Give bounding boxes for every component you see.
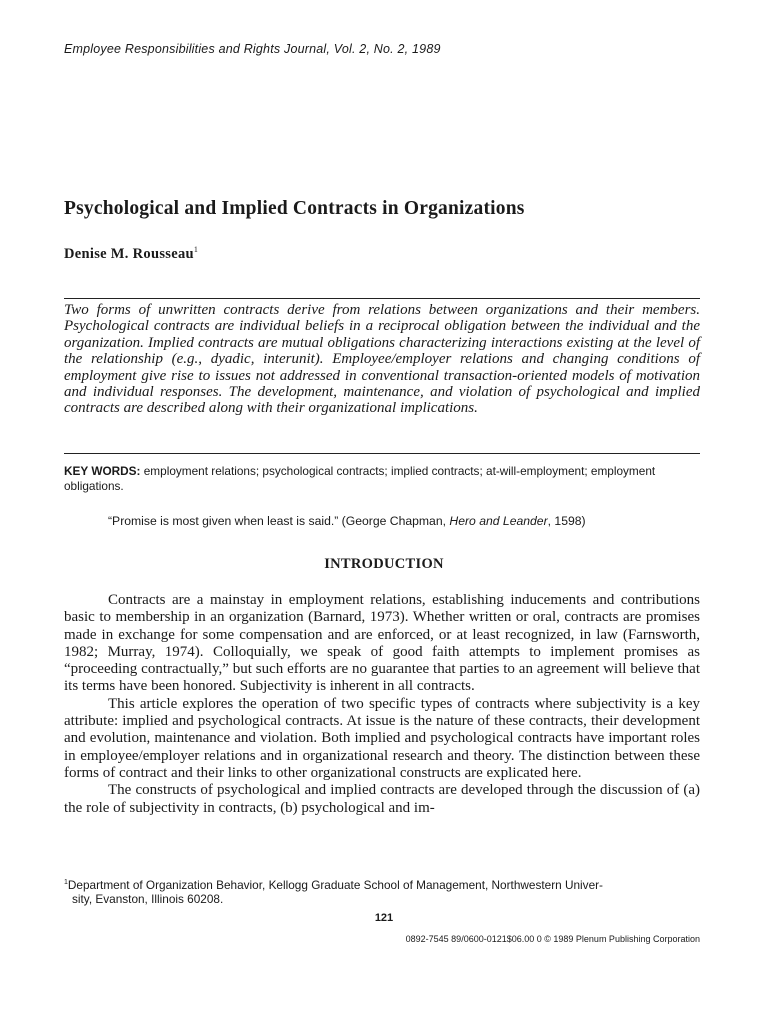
epigraph [108, 514, 728, 528]
footnote-text-1: Department of Organization Behavior, Kellogg Graduate School of Management, Northwestern Univer- [67, 877, 603, 892]
epigraph-work: Hero and Leander [449, 514, 548, 528]
abstract-top-rule [64, 298, 700, 299]
section-heading: INTRODUCTION [324, 556, 444, 572]
author-name: Denise M. Rousseau [64, 245, 194, 262]
copyright-line: 0892-7545 89/0600-0121$06.00 0 © 1989 Plenum Publishing Corporation [405, 934, 700, 944]
journal-header: Employee Responsibilities and Rights Journal, Vol. 2, No. 2, 1989 [64, 42, 441, 56]
body-paragraph: This article explores the operation of two specific types of contracts where subjectivity is a key attribute: implied and psychological contracts. At issue is the nature of these contracts, their development and evolution, maintenance and violation. Both implied and psychological contracts have important roles in employee/employer relations and in organizational research and theory. The distinction between these forms of contract and their links to other organizational constructs are explicated here. [64, 695, 700, 781]
epigraph-year: , 1598) [547, 514, 586, 528]
footnote-line [64, 876, 704, 892]
author-footnote-marker: 1 [193, 245, 199, 254]
body-paragraph: The constructs of psychological and implied contracts are developed through the discussion of (a) the role of subjectivity in contracts, (b) psychological and im- [64, 782, 700, 816]
epigraph-quote: “Promise is most given when least is said.” (George Chapman, [108, 514, 450, 528]
footnote-marker: 1 [64, 879, 68, 886]
keywords-text: employment relations; psychological contracts; implied contracts; at-will-employment; employment obligations. [64, 464, 656, 493]
keywords-label: KEY WORDS: [64, 464, 141, 478]
body-paragraph: Contracts are a mainstay in employment relations, establishing inducements and contributions basic to membership in an organization (Barnard, 1973). Whether written or oral, contracts are promises made in exchange for some compensation and are enforced, or at least recognized, in law (Farnsworth, 1982; Murray, 1974). Colloquially, we speak of good faith attempts to implement promises as “proceeding contractually,” but such efforts are no guarantee that parties to an agreement will believe that its terms have been honored. Subjectivity is inherent in all contracts. [64, 592, 700, 695]
abstract: Two forms of unwritten contracts derive from relations between organizations and their members. Psychological contracts are individual beliefs in a reciprocal obligation between the individual and the organization. Implied contracts are mutual obligations characterizing interactions existing at the level of the relationship (e.g., dyadic, interunit). Employee/employer relations and changing conditions of employment give rise to issues not addressed in conventional transaction-oriented models of motivation and individual responses. The development, maintenance, and violation of psychological and implied contracts are described along with their organizational implications. [64, 302, 700, 417]
abstract-bottom-rule [64, 453, 700, 454]
body-text [64, 592, 700, 817]
keywords [64, 464, 700, 494]
footnote-text-2: sity, Evanston, Illinois 60208. [72, 892, 224, 907]
page-number: 121 [374, 912, 394, 924]
author-line [64, 245, 198, 263]
article-title: Psychological and Implied Contracts in Organizations [64, 198, 525, 219]
footnote [64, 876, 704, 907]
